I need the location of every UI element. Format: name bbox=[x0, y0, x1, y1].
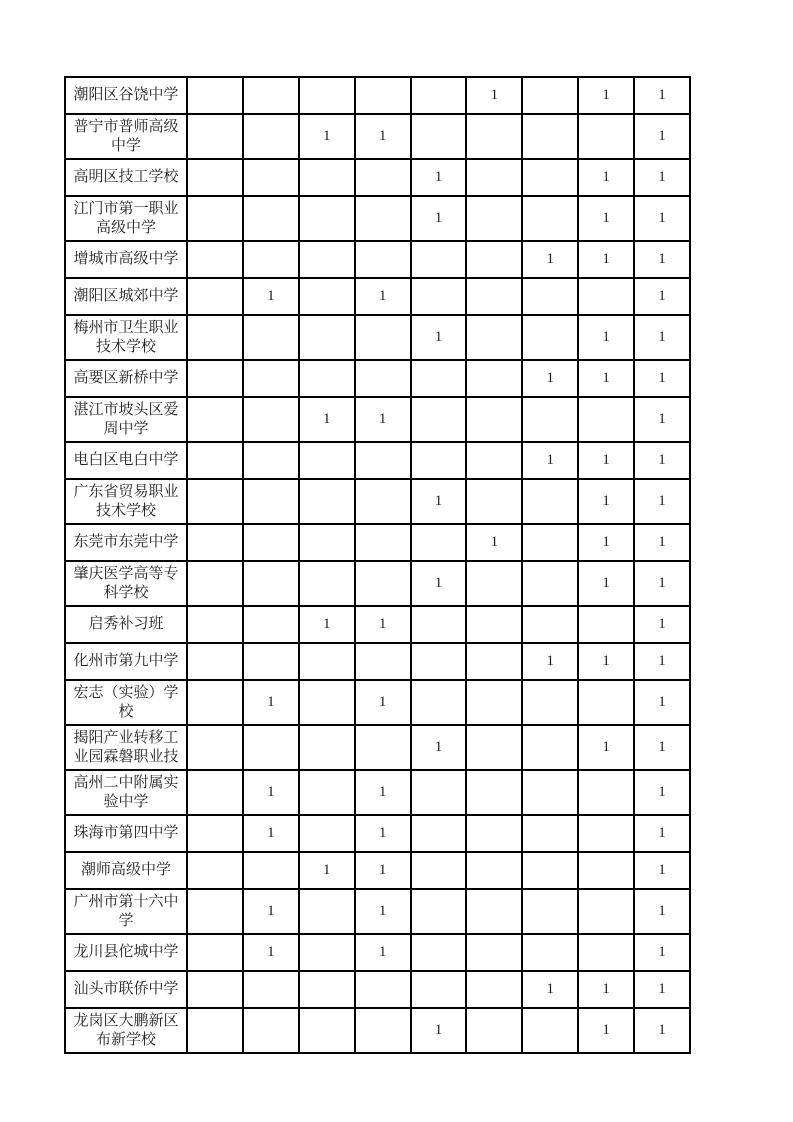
value-cell: 1 bbox=[522, 971, 578, 1008]
value-cell: 1 bbox=[634, 561, 690, 606]
value-cell bbox=[578, 889, 634, 934]
value-cell: 1 bbox=[522, 442, 578, 479]
value-cell bbox=[187, 360, 243, 397]
value-cell: 1 bbox=[299, 606, 355, 643]
value-cell bbox=[299, 159, 355, 196]
value-cell bbox=[411, 360, 467, 397]
value-cell: 1 bbox=[578, 159, 634, 196]
value-cell: 1 bbox=[355, 278, 411, 315]
value-cell bbox=[411, 971, 467, 1008]
value-cell bbox=[355, 479, 411, 524]
school-name-cell: 珠海市第四中学 bbox=[65, 815, 187, 852]
value-cell bbox=[355, 971, 411, 1008]
value-cell bbox=[299, 971, 355, 1008]
value-cell bbox=[466, 397, 522, 442]
value-cell: 1 bbox=[522, 643, 578, 680]
value-cell bbox=[522, 815, 578, 852]
table-row bbox=[65, 524, 690, 561]
value-cell: 1 bbox=[243, 278, 299, 315]
value-cell bbox=[466, 770, 522, 815]
table-row bbox=[65, 934, 690, 971]
value-cell: 1 bbox=[522, 360, 578, 397]
value-cell: 1 bbox=[466, 77, 522, 114]
value-cell: 1 bbox=[243, 889, 299, 934]
value-cell bbox=[187, 278, 243, 315]
table-row bbox=[65, 643, 690, 680]
value-cell bbox=[466, 725, 522, 770]
value-cell bbox=[299, 241, 355, 278]
value-cell: 1 bbox=[634, 770, 690, 815]
value-cell bbox=[187, 815, 243, 852]
table-row bbox=[65, 114, 690, 159]
value-cell bbox=[466, 315, 522, 360]
value-cell bbox=[411, 606, 467, 643]
value-cell bbox=[299, 1008, 355, 1053]
value-cell bbox=[466, 852, 522, 889]
school-name-cell: 龙岗区大鹏新区布新学校 bbox=[65, 1008, 187, 1053]
value-cell: 1 bbox=[578, 725, 634, 770]
value-cell bbox=[355, 77, 411, 114]
value-cell bbox=[187, 524, 243, 561]
value-cell: 1 bbox=[634, 1008, 690, 1053]
value-cell bbox=[466, 114, 522, 159]
value-cell: 1 bbox=[355, 852, 411, 889]
table-row bbox=[65, 815, 690, 852]
value-cell: 1 bbox=[634, 479, 690, 524]
table-row bbox=[65, 442, 690, 479]
value-cell: 1 bbox=[411, 315, 467, 360]
table-row bbox=[65, 196, 690, 241]
value-cell bbox=[243, 852, 299, 889]
value-cell bbox=[411, 889, 467, 934]
value-cell: 1 bbox=[578, 196, 634, 241]
value-cell bbox=[299, 643, 355, 680]
value-cell bbox=[522, 725, 578, 770]
value-cell bbox=[187, 889, 243, 934]
value-cell: 1 bbox=[634, 77, 690, 114]
value-cell bbox=[187, 561, 243, 606]
value-cell bbox=[299, 725, 355, 770]
value-cell: 1 bbox=[634, 278, 690, 315]
value-cell bbox=[299, 934, 355, 971]
value-cell bbox=[411, 114, 467, 159]
school-name-cell: 肇庆医学高等专科学校 bbox=[65, 561, 187, 606]
school-name-cell: 梅州市卫生职业技术学校 bbox=[65, 315, 187, 360]
table-row bbox=[65, 315, 690, 360]
value-cell: 1 bbox=[578, 561, 634, 606]
value-cell bbox=[522, 852, 578, 889]
value-cell: 1 bbox=[243, 770, 299, 815]
value-cell: 1 bbox=[634, 889, 690, 934]
school-name-cell: 龙川县佗城中学 bbox=[65, 934, 187, 971]
value-cell bbox=[522, 934, 578, 971]
table-row bbox=[65, 278, 690, 315]
table-row bbox=[65, 606, 690, 643]
value-cell bbox=[187, 725, 243, 770]
value-cell bbox=[466, 889, 522, 934]
school-name-cell: 普宁市普师高级中学 bbox=[65, 114, 187, 159]
value-cell: 1 bbox=[634, 315, 690, 360]
value-cell bbox=[243, 315, 299, 360]
table-row bbox=[65, 971, 690, 1008]
value-cell: 1 bbox=[355, 397, 411, 442]
value-cell bbox=[187, 196, 243, 241]
value-cell bbox=[243, 196, 299, 241]
value-cell: 1 bbox=[243, 815, 299, 852]
value-cell bbox=[466, 680, 522, 725]
value-cell bbox=[299, 196, 355, 241]
value-cell bbox=[299, 442, 355, 479]
value-cell bbox=[187, 442, 243, 479]
value-cell bbox=[466, 971, 522, 1008]
table-row bbox=[65, 852, 690, 889]
value-cell bbox=[578, 934, 634, 971]
value-cell bbox=[243, 479, 299, 524]
school-name-cell: 高要区新桥中学 bbox=[65, 360, 187, 397]
value-cell: 1 bbox=[355, 770, 411, 815]
value-cell bbox=[411, 770, 467, 815]
value-cell bbox=[299, 815, 355, 852]
value-cell: 1 bbox=[578, 524, 634, 561]
value-cell bbox=[299, 524, 355, 561]
value-cell: 1 bbox=[634, 643, 690, 680]
value-cell bbox=[187, 1008, 243, 1053]
school-name-cell: 启秀补习班 bbox=[65, 606, 187, 643]
value-cell bbox=[299, 770, 355, 815]
value-cell: 1 bbox=[411, 159, 467, 196]
value-cell bbox=[411, 397, 467, 442]
school-name-cell: 潮阳区谷饶中学 bbox=[65, 77, 187, 114]
value-cell bbox=[243, 114, 299, 159]
value-cell bbox=[187, 315, 243, 360]
value-cell: 1 bbox=[522, 241, 578, 278]
value-cell: 1 bbox=[411, 196, 467, 241]
value-cell bbox=[522, 680, 578, 725]
value-cell: 1 bbox=[578, 241, 634, 278]
value-cell: 1 bbox=[634, 114, 690, 159]
value-cell bbox=[299, 889, 355, 934]
table-row bbox=[65, 241, 690, 278]
value-cell bbox=[243, 561, 299, 606]
value-cell bbox=[355, 360, 411, 397]
value-cell: 1 bbox=[634, 606, 690, 643]
value-cell: 1 bbox=[634, 360, 690, 397]
school-name-cell: 东莞市东莞中学 bbox=[65, 524, 187, 561]
value-cell bbox=[243, 1008, 299, 1053]
value-cell: 1 bbox=[634, 725, 690, 770]
value-cell bbox=[355, 159, 411, 196]
value-cell: 1 bbox=[411, 1008, 467, 1053]
school-name-cell: 江门市第一职业高级中学 bbox=[65, 196, 187, 241]
value-cell bbox=[522, 479, 578, 524]
value-cell: 1 bbox=[634, 524, 690, 561]
value-cell bbox=[466, 561, 522, 606]
value-cell bbox=[243, 241, 299, 278]
value-cell bbox=[466, 479, 522, 524]
table-row bbox=[65, 1008, 690, 1053]
value-cell bbox=[299, 479, 355, 524]
value-cell bbox=[187, 397, 243, 442]
value-cell bbox=[243, 606, 299, 643]
value-cell bbox=[578, 852, 634, 889]
value-cell bbox=[466, 278, 522, 315]
school-name-cell: 广州市第十六中学 bbox=[65, 889, 187, 934]
value-cell bbox=[411, 643, 467, 680]
value-cell bbox=[522, 524, 578, 561]
value-cell bbox=[466, 934, 522, 971]
value-cell bbox=[187, 852, 243, 889]
value-cell bbox=[578, 606, 634, 643]
value-cell bbox=[522, 1008, 578, 1053]
school-name-cell: 湛江市坡头区爱周中学 bbox=[65, 397, 187, 442]
school-name-cell: 揭阳产业转移工业园霖磐职业技 bbox=[65, 725, 187, 770]
value-cell bbox=[187, 114, 243, 159]
value-cell: 1 bbox=[355, 815, 411, 852]
value-cell bbox=[578, 815, 634, 852]
value-cell bbox=[243, 159, 299, 196]
table-row bbox=[65, 479, 690, 524]
value-cell bbox=[187, 680, 243, 725]
value-cell: 1 bbox=[299, 397, 355, 442]
school-name-cell: 汕头市联侨中学 bbox=[65, 971, 187, 1008]
value-cell bbox=[355, 524, 411, 561]
value-cell bbox=[522, 606, 578, 643]
value-cell bbox=[187, 934, 243, 971]
table-row bbox=[65, 561, 690, 606]
value-cell bbox=[578, 278, 634, 315]
value-cell bbox=[187, 241, 243, 278]
value-cell bbox=[243, 643, 299, 680]
value-cell bbox=[355, 315, 411, 360]
table-body bbox=[65, 77, 690, 1053]
value-cell bbox=[411, 241, 467, 278]
value-cell bbox=[411, 442, 467, 479]
value-cell bbox=[411, 77, 467, 114]
value-cell bbox=[355, 643, 411, 680]
value-cell bbox=[411, 815, 467, 852]
value-cell bbox=[466, 1008, 522, 1053]
value-cell bbox=[299, 315, 355, 360]
value-cell: 1 bbox=[634, 159, 690, 196]
value-cell: 1 bbox=[634, 680, 690, 725]
value-cell: 1 bbox=[578, 442, 634, 479]
value-cell bbox=[299, 561, 355, 606]
value-cell bbox=[411, 680, 467, 725]
value-cell: 1 bbox=[578, 479, 634, 524]
value-cell bbox=[355, 725, 411, 770]
value-cell: 1 bbox=[634, 971, 690, 1008]
value-cell: 1 bbox=[355, 606, 411, 643]
school-name-cell: 高州二中附属实验中学 bbox=[65, 770, 187, 815]
value-cell bbox=[187, 971, 243, 1008]
value-cell bbox=[466, 442, 522, 479]
value-cell bbox=[187, 159, 243, 196]
value-cell bbox=[411, 934, 467, 971]
table-row bbox=[65, 360, 690, 397]
value-cell: 1 bbox=[299, 114, 355, 159]
table-row bbox=[65, 77, 690, 114]
value-cell: 1 bbox=[634, 397, 690, 442]
value-cell bbox=[522, 77, 578, 114]
value-cell bbox=[243, 524, 299, 561]
value-cell bbox=[411, 278, 467, 315]
value-cell bbox=[578, 770, 634, 815]
value-cell bbox=[522, 561, 578, 606]
value-cell bbox=[299, 360, 355, 397]
value-cell bbox=[411, 524, 467, 561]
value-cell bbox=[243, 77, 299, 114]
value-cell bbox=[187, 606, 243, 643]
value-cell bbox=[187, 770, 243, 815]
value-cell bbox=[466, 606, 522, 643]
value-cell bbox=[355, 196, 411, 241]
value-cell bbox=[243, 397, 299, 442]
value-cell bbox=[522, 114, 578, 159]
value-cell bbox=[466, 643, 522, 680]
value-cell: 1 bbox=[355, 680, 411, 725]
value-cell bbox=[578, 397, 634, 442]
value-cell bbox=[578, 680, 634, 725]
value-cell bbox=[187, 479, 243, 524]
table-row bbox=[65, 770, 690, 815]
value-cell bbox=[243, 725, 299, 770]
value-cell bbox=[187, 643, 243, 680]
school-name-cell: 化州市第九中学 bbox=[65, 643, 187, 680]
value-cell bbox=[355, 241, 411, 278]
school-name-cell: 广东省贸易职业技术学校 bbox=[65, 479, 187, 524]
value-cell: 1 bbox=[355, 934, 411, 971]
value-cell bbox=[187, 77, 243, 114]
value-cell bbox=[299, 278, 355, 315]
value-cell bbox=[355, 561, 411, 606]
value-cell: 1 bbox=[299, 852, 355, 889]
value-cell bbox=[243, 971, 299, 1008]
school-name-cell: 宏志（实验）学校 bbox=[65, 680, 187, 725]
value-cell: 1 bbox=[578, 1008, 634, 1053]
value-cell: 1 bbox=[578, 643, 634, 680]
value-cell: 1 bbox=[411, 561, 467, 606]
value-cell bbox=[578, 114, 634, 159]
value-cell bbox=[355, 1008, 411, 1053]
school-name-cell: 潮阳区城郊中学 bbox=[65, 278, 187, 315]
value-cell: 1 bbox=[578, 360, 634, 397]
value-cell: 1 bbox=[578, 971, 634, 1008]
value-cell: 1 bbox=[243, 934, 299, 971]
value-cell: 1 bbox=[634, 815, 690, 852]
school-name-cell: 增城市高级中学 bbox=[65, 241, 187, 278]
value-cell: 1 bbox=[634, 852, 690, 889]
school-name-cell: 电白区电白中学 bbox=[65, 442, 187, 479]
value-cell: 1 bbox=[634, 442, 690, 479]
value-cell bbox=[466, 360, 522, 397]
value-cell bbox=[522, 315, 578, 360]
table-row bbox=[65, 159, 690, 196]
value-cell bbox=[522, 889, 578, 934]
value-cell: 1 bbox=[634, 196, 690, 241]
value-cell: 1 bbox=[411, 479, 467, 524]
value-cell bbox=[466, 159, 522, 196]
value-cell bbox=[522, 196, 578, 241]
value-cell bbox=[522, 278, 578, 315]
value-cell bbox=[299, 77, 355, 114]
value-cell bbox=[299, 680, 355, 725]
value-cell bbox=[466, 815, 522, 852]
table-row bbox=[65, 889, 690, 934]
value-cell bbox=[355, 442, 411, 479]
value-cell: 1 bbox=[411, 725, 467, 770]
school-name-cell: 高明区技工学校 bbox=[65, 159, 187, 196]
value-cell bbox=[411, 852, 467, 889]
value-cell: 1 bbox=[355, 114, 411, 159]
table-row bbox=[65, 397, 690, 442]
value-cell bbox=[243, 442, 299, 479]
value-cell: 1 bbox=[355, 889, 411, 934]
value-cell bbox=[522, 159, 578, 196]
value-cell bbox=[466, 196, 522, 241]
table-row bbox=[65, 680, 690, 725]
value-cell: 1 bbox=[578, 77, 634, 114]
value-cell bbox=[243, 360, 299, 397]
value-cell: 1 bbox=[466, 524, 522, 561]
school-name-cell: 潮师高级中学 bbox=[65, 852, 187, 889]
value-cell bbox=[522, 397, 578, 442]
value-cell: 1 bbox=[634, 934, 690, 971]
value-cell: 1 bbox=[578, 315, 634, 360]
table-row bbox=[65, 725, 690, 770]
value-cell: 1 bbox=[634, 241, 690, 278]
value-cell: 1 bbox=[243, 680, 299, 725]
school-table bbox=[64, 76, 691, 1054]
value-cell bbox=[522, 770, 578, 815]
value-cell bbox=[466, 241, 522, 278]
